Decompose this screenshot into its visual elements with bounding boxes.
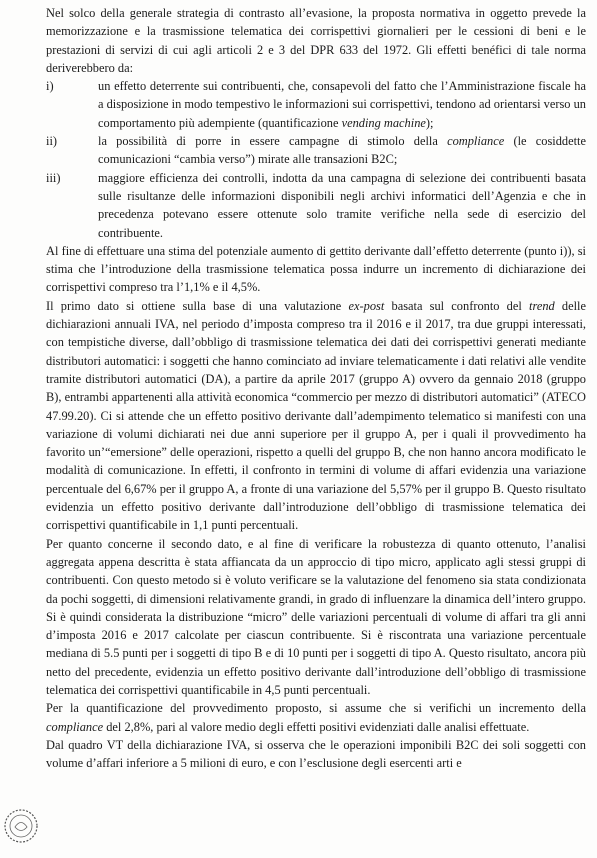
text-run: del 2,8%, pari al valore medio degli effetti positivi evidenziati dalle analisi effettuate. [103,719,530,734]
italic-term: compliance [447,134,505,149]
text-run: un effetto deterrente sui contribuenti, che, consapevoli del fatto che l’Amministrazione fiscale ha a disposizione in modo tempestivo le informazioni sui corrispettivi, tendono ad orientarsi verso un comportamento più adempiente (quantificazione [98,79,586,130]
text-run: maggiore efficienza dei controlli, indotta da una campagna di selezione dei contribuenti basata sulle risultanze delle informazioni disponibili negli archivi informatici dell’Agenzia e che in precedenza potevano essere ottenute solo tramite verifiche nella sede di esercizio del contribuente. [98,170,586,240]
deterrent-paragraph: Al fine di effettuare una stima del potenziale aumento di gettito derivante dall’effetto deterrente (punto i)), si stima che l’introduzione della trasmissione telematica possa indurre un incremento di dichiarazione dei corrispettivi compreso tra l’1,1% e il 4,5%. [46,243,586,295]
list-item [46,169,586,242]
list-item [46,132,586,169]
list-marker: i) [46,79,54,94]
list-item-text [98,169,586,242]
list-item [46,77,586,132]
list-marker: ii) [46,134,58,149]
first-data-paragraph [46,297,586,535]
intro-paragraph: Nel solco della generale strategia di contrasto all’evasione, la proposta normativa in oggetto prevede la memorizzazione e la trasmissione telematica dei corrispettivi giornalieri per le cessioni di beni e le prestazioni di servizi di cui agli articoli 2 e 3 del DPR 633 del 1972. Gli effetti benéfici di tale norma deriverebbero da: [46,6,586,75]
text-run: delle dichiarazioni annuali IVA, nel periodo d’imposta compreso tra il 2016 e il 2017, tra due gruppi interessati, con tempistiche diverse, dall’obbligo di trasmissione telematica dei dati dei corrispettivi generati mediante distributori automatici: i soggetti che hanno cominciato ad inviare telematicamente i dati relativi alle vendite tramite distributori automatici (DA), a partire da aprile 2017 (gruppo A) ovvero da gennaio 2018 (gruppo B), entrambi appartenenti alla attività economica “commercio per mezzo di distributori automatici” (ATECO 47.99.20). Ci si attende che un effetto positivo derivante dall’adempimento telematico si manifesti con una variazione di volumi dichiarati nei due anni superiore per il gruppo A, per i quali il provvedimento ha favorito un’“emersione” delle operazioni, rispetto a quelli del gruppo B, che non hanno ancora modificato le modalità di comunicazione. In effetti, il confronto in termini di volume di affari evidenzia una variazione percentuale del 6,67% per il gruppo A, a fronte di una variazione del 5,57% per il gruppo B. Questo risultato evidenzia un effetto positivo derivante dall’introduzione dell’obbligo di trasmissione telematica dei corrispettivi quantificabile in 1,1 punti percentuali. [46,298,586,533]
text-run: ); [425,115,434,130]
italic-term: ex-post [348,298,385,313]
document-body [46,4,586,772]
text-run: basata sul confronto del [384,298,530,313]
italic-term: compliance [46,719,104,734]
seal-stamp-icon [3,808,39,844]
text-run: la possibilità di porre in essere campagne di stimolo della [98,134,448,149]
text-run: Il primo dato si ottiene sulla base di una valutazione [46,298,349,313]
italic-term: trend [529,298,555,313]
italic-term: vending machine [341,115,426,130]
list-item-text [98,77,586,132]
quantification-paragraph [46,699,586,736]
text-run: Per la quantificazione del provvedimento proposto, si assume che si verifichi un incremento della [46,701,586,716]
vt-paragraph: Dal quadro VT della dichiarazione IVA, si osserva che le operazioni imponibili B2C dei soli soggetti con volume d’affari inferiore a 5 milioni di euro, e con l’esclusione degli esercenti arti e [46,737,586,771]
list-item-text [98,132,586,169]
second-data-paragraph: Per quanto concerne il secondo dato, e al fine di verificare la robustezza di quanto ottenuto, l’analisi aggregata appena descritta è stata affiancata da un approccio di tipo micro, applicato agli stessi gruppi di contribuenti. Con questo metodo si è voluto verificare se la valutazione del fenomeno sia stata condizionata da pochi soggetti, di dimensioni relativamente grandi, in grado di influenzare la dinamica dell’intero gruppo. Si è quindi considerata la distribuzione “micro” delle variazioni percentuali di volume di affari tra gli anni d’imposta 2016 e 2017 calcolate per ciascun contribuente. Si è riscontrata una variazione percentuale mediana di 5.5 punti per i soggetti di tipo B e di 10 punti per i soggetti di tipo A. Questo risultato, ancora più netto del precedente, evidenzia un effetto positivo derivante dall’introduzione dell’obbligo di trasmissione telematica dei corrispettivi quantificabile in 4,5 punti percentuali. [46,536,586,697]
text-run: (le cosiddette comunicazioni “cambia verso”) mirate alle transazioni B2C; [98,134,587,167]
list-marker: iii) [46,170,61,185]
